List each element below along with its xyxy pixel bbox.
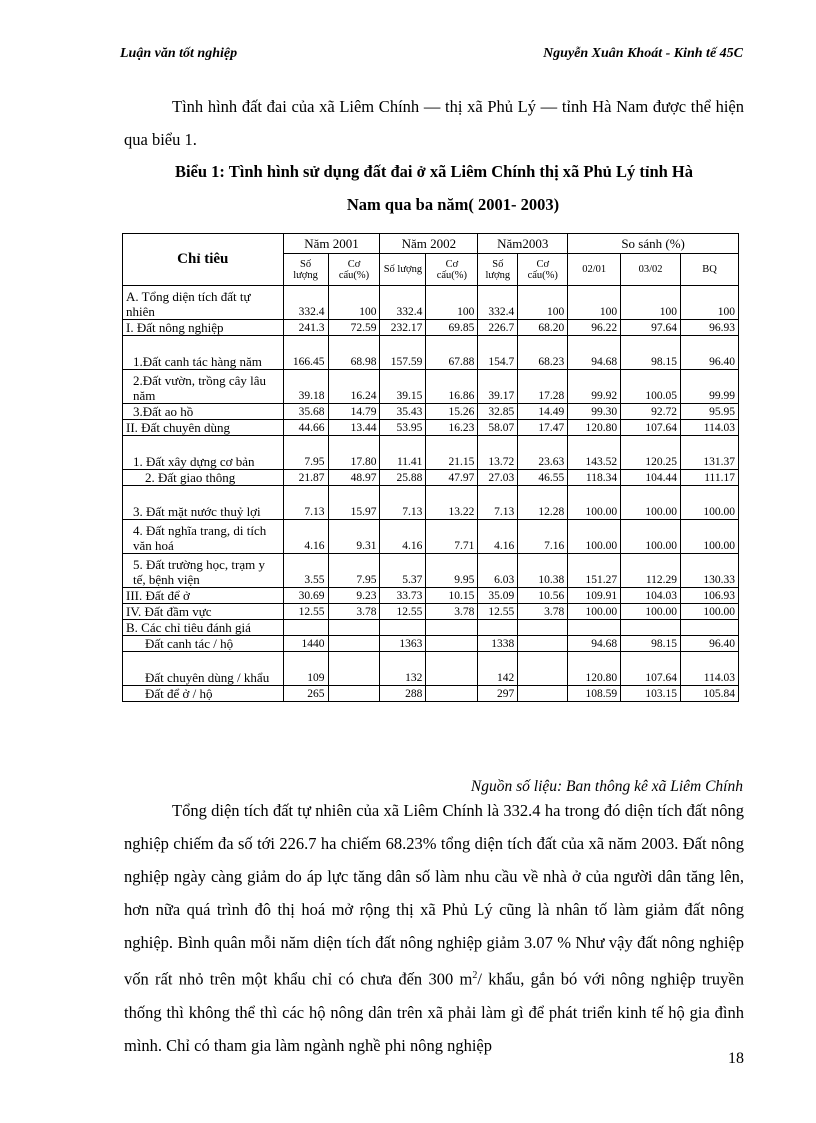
table-row	[123, 588, 739, 604]
table-cell: 100.00	[681, 520, 739, 554]
table-cell: 17.47	[518, 420, 568, 436]
table-cell: 94.68	[568, 636, 621, 652]
table-cell: 100.00	[621, 604, 681, 620]
table-cell	[621, 620, 681, 636]
table-cell: 12.55	[380, 604, 426, 620]
table-cell: 21.87	[283, 470, 328, 486]
row-label: I. Đất nông nghiệp	[123, 320, 284, 336]
table-cell: 30.69	[283, 588, 328, 604]
source-note: Nguồn số liệu: Ban thông kê xã Liêm Chính	[470, 778, 743, 795]
table-cell: 7.71	[426, 520, 478, 554]
table-cell: 1440	[283, 636, 328, 652]
table-cell: 25.88	[380, 470, 426, 486]
table-cell: 111.17	[681, 470, 739, 486]
table-cell	[518, 636, 568, 652]
table-cell: 12.28	[518, 486, 568, 520]
row-label: B. Các chỉ tiêu đánh giá	[123, 620, 284, 636]
table-cell: 47.97	[426, 470, 478, 486]
table-caption	[124, 155, 744, 221]
table-cell: 332.4	[478, 286, 518, 320]
table-cell	[518, 620, 568, 636]
table-cell: 120.80	[568, 420, 621, 436]
table-cell: 14.49	[518, 404, 568, 420]
table-cell: 13.72	[478, 436, 518, 470]
table-cell: 9.23	[328, 588, 380, 604]
table-cell: 7.13	[478, 486, 518, 520]
table-cell: 68.98	[328, 336, 380, 370]
table-cell: 94.68	[568, 336, 621, 370]
table-cell: 23.63	[518, 436, 568, 470]
row-label: A. Tổng diện tích đất tự nhiên	[123, 286, 284, 320]
table-cell: 132	[380, 652, 426, 686]
table-cell: 100	[568, 286, 621, 320]
table-cell: 4.16	[478, 520, 518, 554]
table-cell	[283, 620, 328, 636]
table-cell: 96.40	[681, 336, 739, 370]
table-cell: 120.25	[621, 436, 681, 470]
table-cell: 105.84	[681, 686, 739, 702]
table-cell: 11.41	[380, 436, 426, 470]
table-cell: 104.44	[621, 470, 681, 486]
table-cell: 114.03	[681, 420, 739, 436]
table-cell: 100.00	[568, 486, 621, 520]
row-label: 3.Đất ao hồ	[123, 404, 284, 420]
table-cell: 100	[426, 286, 478, 320]
table-cell: 114.03	[681, 652, 739, 686]
sub-02-01: 02/01	[568, 254, 621, 286]
row-label: Đất để ở / hộ	[123, 686, 284, 702]
table-row	[123, 604, 739, 620]
table-cell: 241.3	[283, 320, 328, 336]
table-cell: 48.97	[328, 470, 380, 486]
intro-paragraph: Tình hình đất đai của xã Liêm Chính — thị xã Phủ Lý — tỉnh Hà Nam được thể hiện qua biểu 1.	[124, 97, 744, 149]
caption-line-2: Nam qua ba năm( 2001- 2003)	[346, 195, 560, 214]
table-cell: 3.78	[426, 604, 478, 620]
table-cell: 142	[478, 652, 518, 686]
sub-so-luong: Số lượng	[478, 254, 518, 286]
table-cell: 46.55	[518, 470, 568, 486]
table-cell: 96.22	[568, 320, 621, 336]
table-cell	[380, 620, 426, 636]
table-cell: 154.7	[478, 336, 518, 370]
table-cell: 16.23	[426, 420, 478, 436]
table-cell: 14.79	[328, 404, 380, 420]
table-cell: 3.78	[518, 604, 568, 620]
table-cell: 12.55	[478, 604, 518, 620]
body-paragraph	[124, 794, 744, 1062]
table-row	[123, 554, 739, 588]
superscript: 2	[472, 970, 478, 981]
header-year-2002: Năm 2002	[380, 234, 478, 254]
sub-so-luong: Số lượng	[283, 254, 328, 286]
table-cell	[518, 686, 568, 702]
table-cell: 9.95	[426, 554, 478, 588]
table-cell: 226.7	[478, 320, 518, 336]
table-cell: 109.91	[568, 588, 621, 604]
table-row	[123, 420, 739, 436]
table-cell: 7.13	[283, 486, 328, 520]
table-cell: 39.15	[380, 370, 426, 404]
page-number: 18	[728, 1050, 744, 1067]
table-cell: 35.09	[478, 588, 518, 604]
row-label: 3. Đất mặt nước thuỷ lợi	[123, 486, 284, 520]
table-cell: 332.4	[283, 286, 328, 320]
table-cell	[328, 620, 380, 636]
table-cell: 118.34	[568, 470, 621, 486]
table-cell: 157.59	[380, 336, 426, 370]
table-cell: 92.72	[621, 404, 681, 420]
table-row	[123, 286, 739, 320]
table-row	[123, 436, 739, 470]
table-cell: 68.23	[518, 336, 568, 370]
table-cell: 98.15	[621, 636, 681, 652]
table-cell: 99.92	[568, 370, 621, 404]
table-cell: 58.07	[478, 420, 518, 436]
table-row	[123, 320, 739, 336]
table-cell: 103.15	[621, 686, 681, 702]
table-cell: 13.44	[328, 420, 380, 436]
table-cell: 97.64	[621, 320, 681, 336]
table-cell: 10.15	[426, 588, 478, 604]
table-cell: 100	[621, 286, 681, 320]
row-label: Đất chuyên dùng / khẩu	[123, 652, 284, 686]
row-label: IV. Đất đầm vực	[123, 604, 284, 620]
table-cell: 1363	[380, 636, 426, 652]
table-cell: 35.43	[380, 404, 426, 420]
table-cell: 143.52	[568, 436, 621, 470]
table-cell: 12.55	[283, 604, 328, 620]
land-use-table	[122, 233, 739, 702]
table-cell: 33.73	[380, 588, 426, 604]
table-cell: 100.00	[568, 520, 621, 554]
table-cell: 68.20	[518, 320, 568, 336]
sub-co-cau: Cơ cấu(%)	[426, 254, 478, 286]
table-cell: 7.16	[518, 520, 568, 554]
header-year-2001: Năm 2001	[283, 234, 380, 254]
table-cell: 99.30	[568, 404, 621, 420]
table-cell: 297	[478, 686, 518, 702]
table-cell: 100.00	[681, 486, 739, 520]
body-text-1: Tổng diện tích đất tự nhiên của xã Liêm Chính là 332.4 ha trong đó diện tích đất nông nghiệp chiếm đa số tới 226.7 ha chiếm 68.23% tổng diện tích đất của xã năm 2003. Đất nông nghiệp ngày càng giảm do áp lực tăng dân số làm nhu cầu về nhà ở của người dân tăng lên, hơn nữa quá trình đô thị hoá mở rộng thị xã Phủ Lý cũng là nhân tố làm giảm đất nông nghiệp. Bình quân mỗi năm diện tích đất nông nghiệp giảm 3.07 % Như vậy đất nông nghiệp vốn rất nhỏ trên một khẩu chỉ có chưa đến 300 m	[124, 801, 744, 989]
table-cell: 72.59	[328, 320, 380, 336]
table-cell	[518, 652, 568, 686]
row-label: Đất canh tác / hộ	[123, 636, 284, 652]
table-cell: 5.37	[380, 554, 426, 588]
table-row	[123, 686, 739, 702]
table-cell: 17.80	[328, 436, 380, 470]
table-cell: 332.4	[380, 286, 426, 320]
body-text-2: / khẩu, gắn bó với nông nghiệp truyền thống thì không thể thì các hộ nông dân trên xã phải làm gì để phát triển kinh tế hộ gia đình mình. Chỉ có tham gia làm ngành nghề phi nông nghiệp	[124, 969, 744, 1055]
table-cell	[426, 652, 478, 686]
table-row	[123, 404, 739, 420]
table-cell: 21.15	[426, 436, 478, 470]
table-cell	[426, 620, 478, 636]
table-cell: 16.86	[426, 370, 478, 404]
table-cell: 112.29	[621, 554, 681, 588]
header-chi-tieu: Chỉ tiêu	[123, 234, 284, 286]
running-header-left: Luận văn tốt nghiệp	[120, 46, 238, 61]
caption-line-1: Biểu 1: Tình hình sử dụng đất đai ở xã Liêm Chính thị xã Phủ Lý tỉnh Hà	[174, 162, 694, 181]
sub-03-02: 03/02	[621, 254, 681, 286]
table-cell: 166.45	[283, 336, 328, 370]
row-label: 1.Đất canh tác hàng năm	[123, 336, 284, 370]
table-cell: 10.38	[518, 554, 568, 588]
table-cell	[328, 636, 380, 652]
table-cell	[568, 620, 621, 636]
table-cell: 100.00	[681, 604, 739, 620]
table-cell: 1338	[478, 636, 518, 652]
table-cell: 44.66	[283, 420, 328, 436]
table-cell: 3.78	[328, 604, 380, 620]
table-cell: 96.93	[681, 320, 739, 336]
table-cell: 120.80	[568, 652, 621, 686]
table-cell: 27.03	[478, 470, 518, 486]
table-cell: 7.13	[380, 486, 426, 520]
table-cell: 109	[283, 652, 328, 686]
table-cell: 100.00	[621, 486, 681, 520]
table-cell: 17.28	[518, 370, 568, 404]
table-cell: 100.00	[621, 520, 681, 554]
table-cell: 131.37	[681, 436, 739, 470]
sub-bq: BQ	[681, 254, 739, 286]
table-cell	[328, 652, 380, 686]
table-cell: 130.33	[681, 554, 739, 588]
table-cell: 100	[681, 286, 739, 320]
table-cell	[426, 636, 478, 652]
table-cell: 15.26	[426, 404, 478, 420]
sub-co-cau: Cơ cấu(%)	[518, 254, 568, 286]
row-label: 2. Đất giao thông	[123, 470, 284, 486]
table-cell: 39.18	[283, 370, 328, 404]
table-cell: 232.17	[380, 320, 426, 336]
row-label: 5. Đất trường học, trạm y tế, bệnh viện	[123, 554, 284, 588]
table-cell: 265	[283, 686, 328, 702]
table-row	[123, 620, 739, 636]
table-cell: 100.05	[621, 370, 681, 404]
row-label: 2.Đất vườn, trồng cây lâu năm	[123, 370, 284, 404]
table-cell: 16.24	[328, 370, 380, 404]
table-cell: 98.15	[621, 336, 681, 370]
table-cell: 96.40	[681, 636, 739, 652]
table-row	[123, 470, 739, 486]
table-cell: 106.93	[681, 588, 739, 604]
table-cell: 107.64	[621, 420, 681, 436]
row-label: 4. Đất nghĩa trang, di tích văn hoá	[123, 520, 284, 554]
table-cell: 7.95	[328, 554, 380, 588]
table-cell: 32.85	[478, 404, 518, 420]
sub-so-luong: Số lượng	[380, 254, 426, 286]
table-cell	[426, 686, 478, 702]
table-cell: 9.31	[328, 520, 380, 554]
table-cell: 67.88	[426, 336, 478, 370]
table-cell: 4.16	[380, 520, 426, 554]
table-cell: 13.22	[426, 486, 478, 520]
table-cell: 100.00	[568, 604, 621, 620]
table-row	[123, 520, 739, 554]
table-row	[123, 652, 739, 686]
table-cell	[681, 620, 739, 636]
table-row	[123, 336, 739, 370]
table-cell: 107.64	[621, 652, 681, 686]
sub-co-cau: Cơ cấu(%)	[328, 254, 380, 286]
table-cell	[478, 620, 518, 636]
header-year-2003: Năm2003	[478, 234, 568, 254]
table-cell: 100	[518, 286, 568, 320]
header-so-sanh: So sánh (%)	[568, 234, 739, 254]
row-label: II. Đất chuyên dùng	[123, 420, 284, 436]
table-cell: 288	[380, 686, 426, 702]
row-label: 1. Đất xây dựng cơ bản	[123, 436, 284, 470]
table-cell: 3.55	[283, 554, 328, 588]
table-row	[123, 370, 739, 404]
row-label: III. Đất để ở	[123, 588, 284, 604]
table-row	[123, 486, 739, 520]
table-cell: 104.03	[621, 588, 681, 604]
table-row	[123, 636, 739, 652]
table-cell: 151.27	[568, 554, 621, 588]
table-cell: 39.17	[478, 370, 518, 404]
table-cell: 69.85	[426, 320, 478, 336]
running-header-right: Nguyễn Xuân Khoát - Kinh tế 45C	[543, 46, 743, 61]
table-cell: 108.59	[568, 686, 621, 702]
table-cell: 7.95	[283, 436, 328, 470]
table-cell: 95.95	[681, 404, 739, 420]
table-cell: 4.16	[283, 520, 328, 554]
table-cell: 10.56	[518, 588, 568, 604]
table-cell: 35.68	[283, 404, 328, 420]
table-cell	[328, 686, 380, 702]
table-cell: 100	[328, 286, 380, 320]
table-cell: 99.99	[681, 370, 739, 404]
table-cell: 15.97	[328, 486, 380, 520]
table-cell: 6.03	[478, 554, 518, 588]
table-cell: 53.95	[380, 420, 426, 436]
